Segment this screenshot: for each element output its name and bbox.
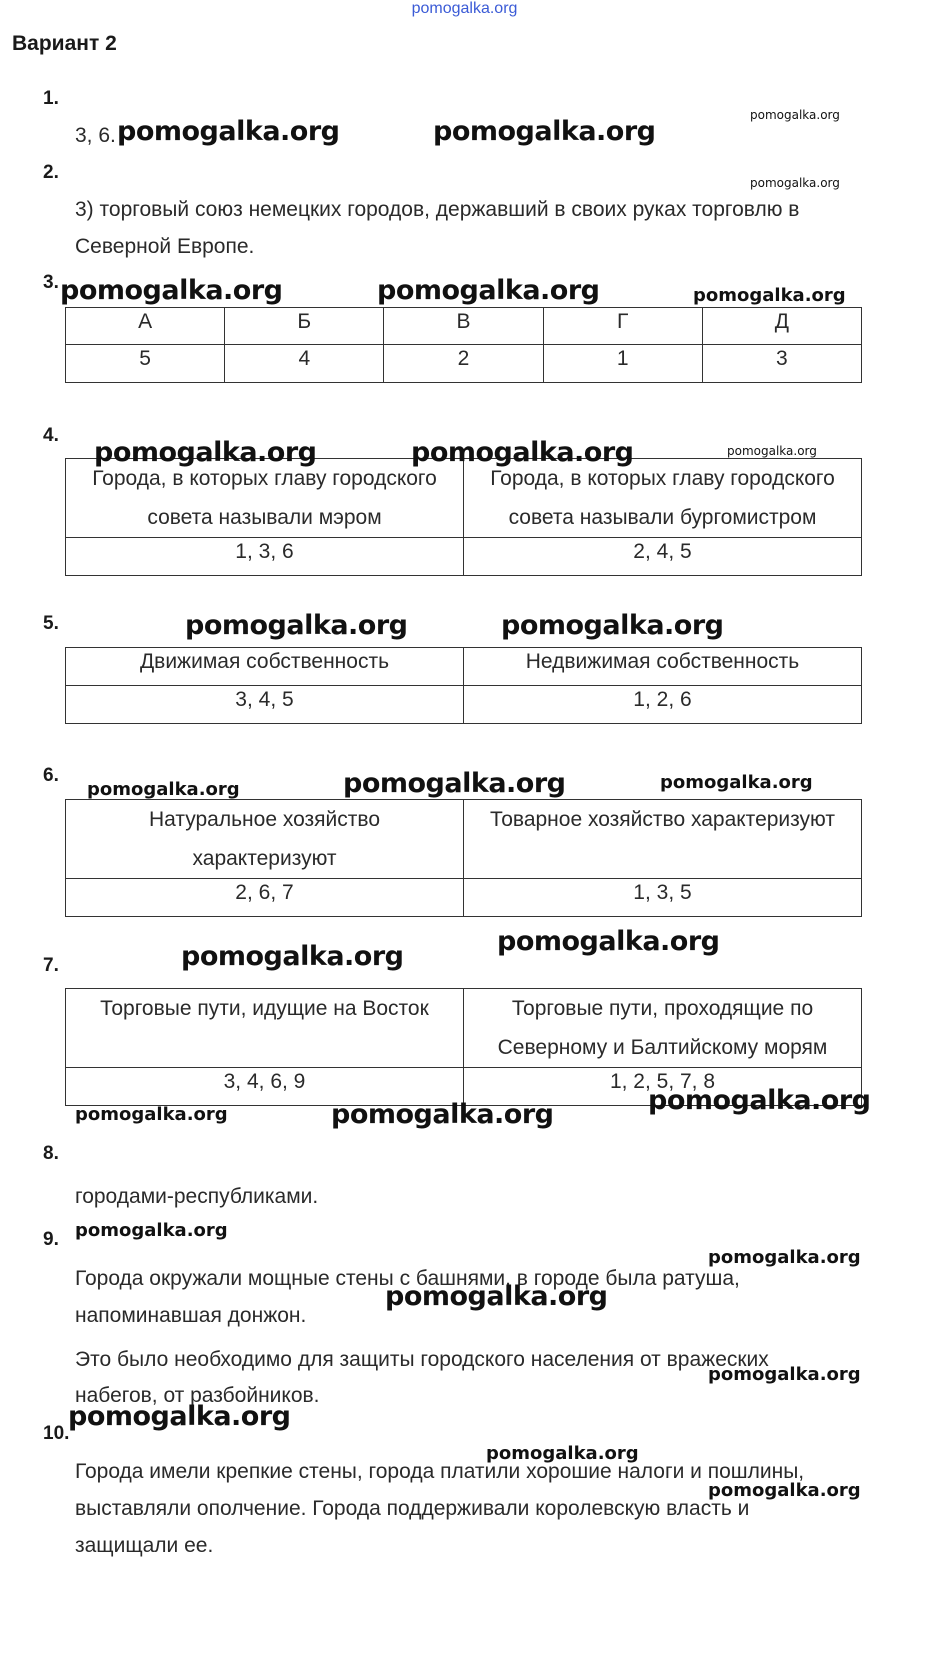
table-value-cell: 1, 2, 6 [464,686,862,724]
table-value-cell: 3, 4, 5 [66,686,464,724]
table-header-cell: А [66,308,225,345]
table-value-cell: 2, 4, 5 [464,538,862,576]
watermark: pomogalka.org [486,1443,639,1464]
question-number-8: 8. [43,1143,59,1164]
answer-2-line-2: Северной Европе. [75,235,255,258]
watermark: pomogalka.org [433,116,656,147]
table-value-cell: 2, 6, 7 [66,879,464,917]
page-title: Вариант 2 [12,32,117,55]
header-line: Города, в которых главу городского [92,467,437,490]
watermark: pomogalka.org [60,275,283,306]
table-header-cell [464,459,862,538]
watermark: pomogalka.org [75,1220,228,1241]
watermark: pomogalka.org [331,1099,554,1130]
watermark: pomogalka.org [660,772,813,793]
question-number-9: 9. [43,1229,59,1250]
watermark: pomogalka.org [181,941,404,972]
table-header-cell: Движимая собственность [66,648,464,686]
header-line: характеризуют [192,847,337,870]
answer-4-table [65,458,862,576]
question-number-2: 2. [43,162,59,183]
watermark: pomogalka.org [693,285,846,306]
watermark: pomogalka.org [75,1104,228,1125]
header-line: совета называли бургомистром [508,506,817,529]
watermark: pomogalka.org [708,1364,861,1385]
watermark: pomogalka.org [117,116,340,147]
watermark: pomogalka.org [497,926,720,957]
question-number-1: 1. [43,88,59,109]
answer-9-p2-line-1: Это было необходимо для защиты городского населения от вражеских [75,1348,769,1371]
header-line: Северному и Балтийскому морям [497,1036,828,1059]
table-header-cell: Торговые пути, идущие на Восток [66,989,464,1068]
table-value-cell: 5 [66,345,225,383]
header-line: Торговые пути, проходящие по [511,997,814,1020]
answer-10-line-3: защищали ее. [75,1534,214,1557]
question-number-5: 5. [43,613,59,634]
watermark: pomogalka.org [385,1281,608,1312]
watermark: pomogalka.org [87,779,240,800]
answer-9-p2-line-2: набегов, от разбойников. [75,1384,320,1407]
table-header-cell: Недвижимая собственность [464,648,862,686]
watermark: pomogalka.org [68,1401,291,1432]
watermark: pomogalka.org [94,437,317,468]
watermark: pomogalka.org [708,1480,861,1501]
answer-6-table [65,799,862,917]
answer-9-p1-line-2: напоминавшая донжон. [75,1304,307,1327]
watermark: pomogalka.org [411,437,634,468]
watermark: pomogalka.org [343,768,566,799]
table-header-cell: Товарное хозяйство характеризуют [464,800,862,879]
table-header-cell: В [384,308,543,345]
watermark: pomogalka.org [377,275,600,306]
table-value-cell: 4 [225,345,384,383]
question-number-10: 10. [43,1423,70,1444]
watermark: pomogalka.org [501,610,724,641]
watermark: pomogalka.org [185,610,408,641]
table-header-cell [66,800,464,879]
table-value-cell: 1, 3, 5 [464,879,862,917]
question-number-6: 6. [43,765,59,786]
answer-1: 3, 6. [75,124,116,147]
answer-9-p1-line-1: Города окружали мощные стены с башнями, в городе была ратуша, [75,1267,740,1290]
question-number-4: 4. [43,425,59,446]
table-value-cell: 3 [702,345,861,383]
answer-10-line-2: выставляли ополчение. Города поддерживали королевскую власть и [75,1497,750,1520]
watermark: pomogalka.org [648,1085,871,1116]
answer-8: городами-республиками. [75,1185,319,1208]
table-header-cell: Д [702,308,861,345]
site-header[interactable]: pomogalka.org [411,0,518,17]
table-value-cell: 3, 4, 6, 9 [66,1068,464,1106]
table-header-cell: Б [225,308,384,345]
header-line: совета называли мэром [147,506,382,529]
watermark: pomogalka.org [750,108,840,122]
question-number-7: 7. [43,955,59,976]
question-number-3: 3. [43,272,59,293]
table-header-cell [66,459,464,538]
table-value-cell: 2 [384,345,543,383]
table-value-cell: 1 [543,345,702,383]
watermark: pomogalka.org [708,1247,861,1268]
header-line: Натуральное хозяйство [149,808,380,831]
table-header-cell: Г [543,308,702,345]
watermark: pomogalka.org [727,444,817,458]
answer-10-line-1: Города имели крепкие стены, города платили хорошие налоги и пошлины, [75,1460,805,1483]
table-value-cell: 1, 3, 6 [66,538,464,576]
table-header-cell [464,989,862,1068]
answer-5-table [65,647,862,724]
watermark: pomogalka.org [750,176,840,190]
header-line: Города, в которых главу городского [490,467,835,490]
table-value-cell: 1, 2, 5, 7, 8 [464,1068,862,1106]
answer-3-table [65,307,862,383]
answer-2-line-1: 3) торговый союз немецких городов, державший в своих руках торговлю в [75,198,800,221]
